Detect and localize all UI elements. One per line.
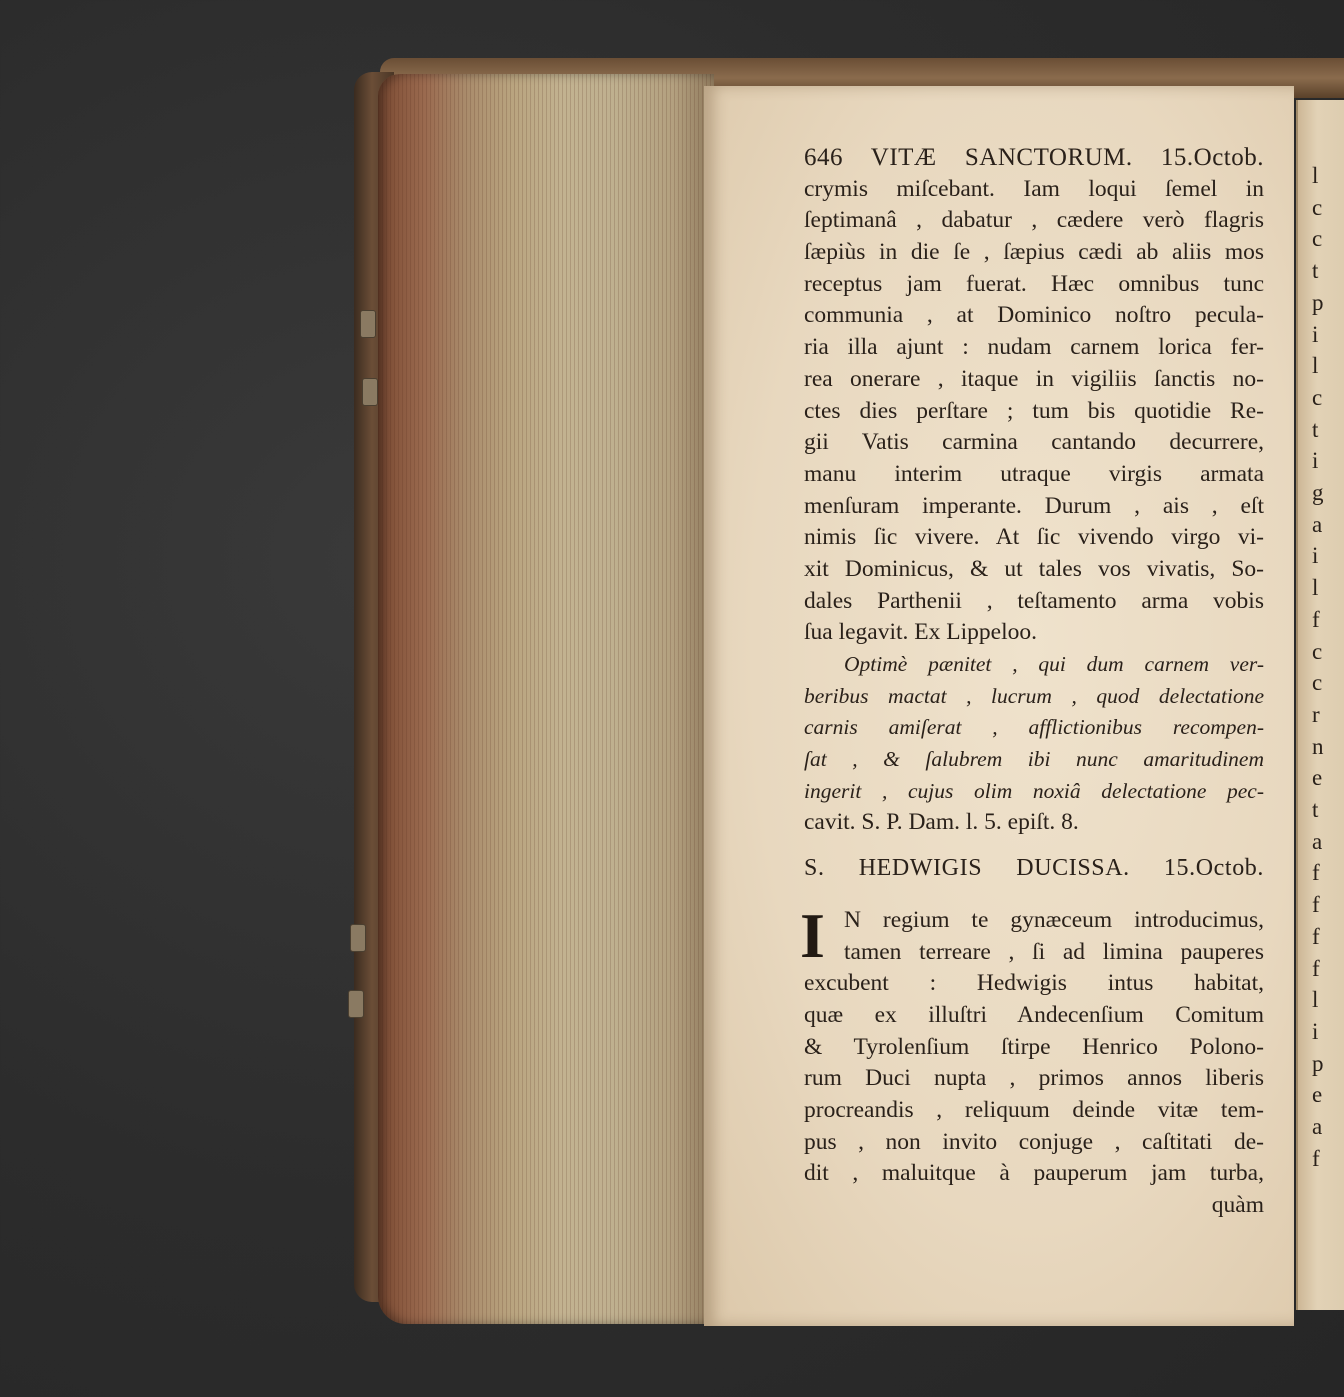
text-line: communia , at Dominico noſtro pecula- xyxy=(804,302,1264,329)
text-line: rea onerare , itaque in vigiliis ſanctis no- xyxy=(804,365,1264,392)
page-fragment-letter: l xyxy=(1312,353,1319,379)
quote-line: beribus mactat , lucrum , quod delectatione xyxy=(804,683,1264,708)
quote-line: Optimè pænitet , qui dum carnem ver- xyxy=(844,652,1264,676)
page-fragment-letter: i xyxy=(1312,1018,1319,1044)
page-fragment-letter: a xyxy=(1312,1114,1323,1140)
text-line: crymis miſcebant. Iam loqui ſemel in xyxy=(804,175,1264,202)
page-fragment-letter: l xyxy=(1312,987,1319,1013)
running-head: 646 VITÆ SANCTORUM. 15.Octob. xyxy=(804,144,1264,171)
text-line: menſuram imperante. Durum , ais , eſt xyxy=(804,492,1264,519)
page-fragment-letter: c xyxy=(1312,670,1323,696)
text-line: tamen terreare , ſi ad limina pauperes xyxy=(844,938,1264,965)
text-line: xit Dominicus, & ut tales vos vivatis, So- xyxy=(804,555,1264,582)
page-fragment-letter: f xyxy=(1312,606,1320,632)
page-fragment-letter: n xyxy=(1312,733,1324,759)
quote-line: ingerit , cujus olim noxiâ delectatione pec- xyxy=(804,778,1264,803)
page-fragment-letter: p xyxy=(1312,289,1324,315)
text-line: & Tyrolenſium ſtirpe Henrico Polono- xyxy=(804,1033,1264,1060)
page-fragment-letter: c xyxy=(1312,194,1323,220)
page-fragment-letter: l xyxy=(1312,575,1319,601)
text-line: procreandis , reliquum deinde vitæ tem- xyxy=(804,1096,1264,1123)
text-line: dit , maluitque à pauperum jam turba, xyxy=(804,1160,1264,1187)
quote-paragraph xyxy=(804,649,1264,681)
clasp-hinge-icon xyxy=(350,924,366,952)
page-fragment-letter: t xyxy=(1312,797,1319,823)
page-fragment-letter: r xyxy=(1312,701,1320,727)
text-line: ſua legavit. Ex Lippeloo. xyxy=(804,619,1037,646)
section-heading: S. HEDWIGIS DUCISSA. 15.Octob. xyxy=(804,855,1264,882)
catchword: quàm xyxy=(1211,1192,1264,1218)
book xyxy=(340,52,1344,1342)
page-fragment-letter: i xyxy=(1312,321,1319,347)
text-line: manu interim utraque virgis armata xyxy=(804,460,1264,487)
section-paragraph xyxy=(800,899,1264,1222)
text-line: excubent : Hedwigis intus habitat, xyxy=(804,970,1264,997)
clasp-hinge-icon xyxy=(348,990,364,1018)
page-fragment-letter: l xyxy=(1312,163,1319,188)
spacer xyxy=(804,839,1264,853)
drop-cap: I xyxy=(800,899,825,971)
text-line: ſeptimanâ , dabatur , cædere verò flagris xyxy=(804,207,1264,234)
quote-line: ſat , & ſalubrem ibi nunc amaritudinem xyxy=(804,747,1264,772)
quote-citation: cavit. S. P. Dam. l. 5. epiſt. 8. xyxy=(804,809,1079,836)
quote-line: carnis amiſerat , afflictionibus recompen- xyxy=(804,715,1264,740)
text-line: pus , non invito conjuge , caſtitati de- xyxy=(804,1128,1264,1155)
page-fragment-letter: f xyxy=(1312,1145,1320,1171)
page-fragment-letter: e xyxy=(1312,1082,1323,1108)
text-line: dales Parthenii , teſtamento arma vobis xyxy=(804,587,1264,614)
spacer xyxy=(804,885,1264,905)
text-line: gii Vatis carmina cantando decurrere, xyxy=(804,429,1264,456)
page-fragment-letter: g xyxy=(1312,480,1324,506)
text-line: ria illa ajunt : nudam carnem lorica fer- xyxy=(804,334,1264,361)
text-line: receptus jam fuerat. Hæc omnibus tunc xyxy=(804,270,1264,297)
text-line: rum Duci nupta , primos annos liberis xyxy=(804,1065,1264,1092)
text-line: N regium te gynæceum introducimus, xyxy=(844,906,1264,933)
page-fragment-letter: i xyxy=(1312,543,1319,569)
page-fragment-letter: a xyxy=(1312,828,1323,854)
page-fragment-letter: p xyxy=(1312,1050,1324,1076)
page-text xyxy=(800,142,1264,1222)
right-page-fragments xyxy=(1298,160,1324,1175)
page-fragment-letter: f xyxy=(1312,892,1320,918)
page-fragment-letter: i xyxy=(1312,448,1319,474)
text-line: ctes dies perſtare ; tum bis quotidie Re- xyxy=(804,397,1264,424)
clasp-hinge-icon xyxy=(362,378,378,406)
text-line: nimis ſic vivere. At ſic vivendo virgo vi- xyxy=(804,524,1264,551)
page-fragment-letter: a xyxy=(1312,511,1323,537)
page-fragment-letter: c xyxy=(1312,384,1323,410)
text-line: ſæpiùs in die ſe , ſæpius cædi ab aliis mos xyxy=(804,239,1264,266)
page-fragment-letter: f xyxy=(1312,955,1320,981)
page-fragment-letter: t xyxy=(1312,258,1319,284)
text-line: quæ ex illuſtri Andecenſium Comitum xyxy=(804,1001,1264,1028)
body-paragraph xyxy=(804,174,1264,649)
right-page-edge xyxy=(1296,100,1344,1310)
quote-continuation xyxy=(804,681,1264,839)
page-fragment-letter: f xyxy=(1312,923,1320,949)
page-fragment-letter: c xyxy=(1312,226,1323,252)
page-fragment-letter: f xyxy=(1312,860,1320,886)
page-fragment-letter: e xyxy=(1312,765,1323,791)
page-fragment-letter: c xyxy=(1312,638,1323,664)
page-edges xyxy=(378,74,714,1324)
page-fragment-letter: t xyxy=(1312,416,1319,442)
left-page xyxy=(704,86,1294,1326)
clasp-hinge-icon xyxy=(360,310,376,338)
